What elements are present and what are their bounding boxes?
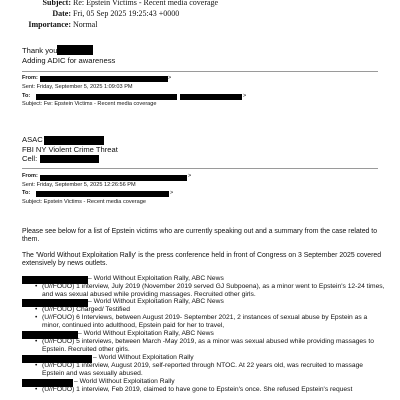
redaction-box (36, 191, 169, 197)
bullet-icon: • (35, 386, 38, 393)
fwd1-to-label: To: (22, 93, 31, 99)
redaction-box (40, 155, 99, 163)
bullet-icon: • (35, 314, 38, 321)
fwd2-to (22, 190, 30, 197)
bullet-icon: • (35, 283, 38, 290)
adding-adic-line: Adding ADIC for awareness (22, 56, 116, 65)
bullet-text: (U//FOUO) Charged/ Testified (42, 306, 130, 313)
bullet-text: (U//FOUO) 1 interview, July 2019 (November 2019 served GJ Subpoena), as a minor went to Epstein's 12-24 times, and was sexual abused while providing massages. Recruited other girls. (42, 283, 385, 298)
bullet-icon: • (35, 338, 38, 345)
fwd2-sent: Sent: Friday, September 5, 2025 12:26:56 PM (22, 182, 136, 188)
cell-line (22, 155, 37, 164)
fwd1-from (22, 75, 38, 82)
fwd2-from-label: From: (22, 173, 38, 179)
subject-value: Re: Epstein Victims - Recent media coverage (73, 0, 219, 7)
fwd1-subject: Subject: Fw: Epstein Victims - Recent media coverage (22, 101, 157, 107)
bullet-icon: • (35, 362, 38, 369)
entry-title: – World Without Exploitation Rally, ABC News (88, 298, 224, 305)
fwd2-subject: Subject: Epstein Victims - Recent media coverage (22, 199, 146, 205)
thank-you-text: Thank you (22, 46, 58, 55)
subject-key: Subject: (42, 0, 71, 7)
fwd2-to-bracket: > (170, 190, 174, 196)
fwd2-from-bracket: > (188, 173, 192, 179)
bullet-text: (U//FOUO) 1 interview, August 2019, self-reported through NTOC. At 22 years old, was recruited to massage Epstein and was sexually abused. (42, 362, 364, 377)
date-line (0, 9, 179, 18)
intro-paragraph-1: Please see below for a list of Epstein victims who are currently speaking out and a summary from the case related to them. (22, 228, 378, 244)
asac-line (22, 136, 43, 145)
bullet-icon: • (35, 306, 38, 313)
unit-line: FBI NY Violent Crime Threat (22, 145, 118, 154)
fwd2-to-label: To: (22, 190, 31, 196)
thank-you-line (22, 47, 57, 56)
entry-title: – World Without Exploitation Rally (93, 354, 194, 361)
list-item (35, 306, 387, 314)
subject-line (0, 0, 218, 7)
redaction-box (44, 136, 104, 145)
entry-title: – World Without Exploitation Rally, ABC News (78, 330, 214, 337)
redaction-box (40, 76, 168, 82)
importance-line (0, 20, 97, 29)
intro-paragraph-2: The 'World Without Exploitation Rally' is the press conference held in front of Congress on 3 September 2025 covered extensively by news outlets. (22, 252, 382, 268)
entry-title: – World Without Exploitation Rally (74, 378, 175, 385)
redaction-box (180, 94, 242, 100)
list-item (35, 314, 387, 330)
importance-value: Normal (73, 20, 98, 29)
cell-text: Cell: (22, 154, 38, 163)
importance-key: Importance: (28, 20, 71, 29)
list-item (35, 338, 387, 354)
bullet-text: (U//FOUO) 6 Interviews, between August 2019- September 2021, 2 instances of sexual abuse by Epstein as a minor, continued into adulthood, Epstein paid for her to travel, (42, 314, 368, 329)
asac-text: ASAC (22, 135, 43, 144)
redaction-box (36, 94, 177, 100)
redaction-box (40, 175, 187, 181)
redaction-box (57, 45, 93, 55)
bullet-text: (U//FOUO) 5 interviews, between March -May 2019, as a minor was sexual abused while providing massages to Epstein. Recruited other girls. (42, 338, 374, 353)
list-item (35, 386, 387, 394)
fwd2-from (22, 173, 38, 180)
fwd1-to-bracket: > (243, 93, 247, 99)
date-value: Fri, 05 Sep 2025 19:25:43 +0000 (73, 9, 180, 18)
separator-rule (22, 71, 378, 72)
list-item (35, 362, 387, 378)
separator-rule (22, 168, 378, 169)
bullet-text: (U//FOUO) 1 interview, Feb 2019, claimed to have gone to Epstein's once. She refused Epstein's request (42, 386, 353, 393)
list-item (35, 283, 387, 299)
fwd1-to (22, 93, 30, 100)
fwd1-from-bracket: > (168, 75, 172, 81)
entry-title: – World Without Exploitation Rally, ABC News (88, 275, 224, 282)
date-key: Date: (52, 9, 71, 18)
fwd1-sent: Sent: Friday, September 5, 2025 1:09:03 PM (22, 84, 133, 90)
fwd1-from-label: From: (22, 75, 38, 81)
